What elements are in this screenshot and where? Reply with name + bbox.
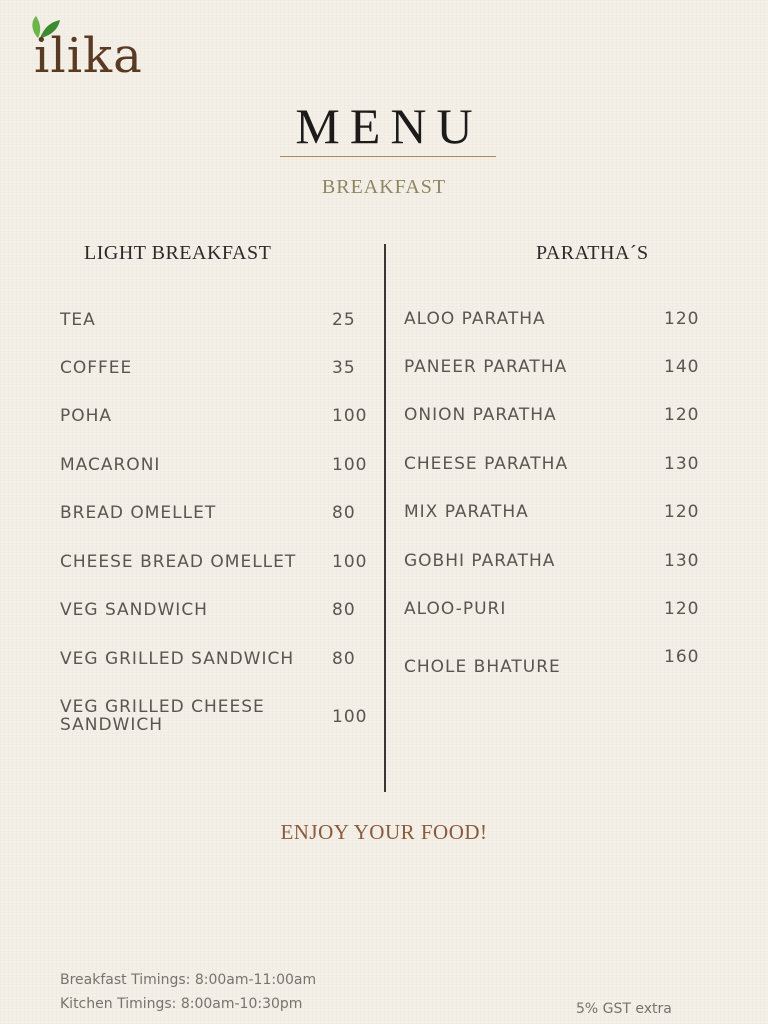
item-name: CHOLE BHATURE [404, 657, 561, 677]
item-name: POHA [60, 406, 113, 426]
item-name: MACARONI [60, 455, 161, 475]
gst-note: 5% GST extra [576, 1001, 672, 1017]
item-price: 120 [664, 405, 700, 425]
item-price: 130 [664, 551, 700, 571]
page-subtitle: BREAKFAST [321, 176, 447, 198]
item-name: CHEESE BREAD OMELLET [60, 552, 297, 572]
section-heading-parathas: PARATHA´S [536, 242, 649, 264]
item-price: 100 [332, 455, 368, 475]
breakfast-timings: Breakfast Timings: 8:00am-11:00am [60, 972, 317, 988]
item-name: BREAD OMELLET [60, 503, 217, 523]
title-divider [280, 156, 496, 157]
item-price: 120 [664, 599, 700, 619]
item-name-line-2: SANDWICH [60, 715, 164, 735]
item-price: 120 [664, 309, 700, 329]
item-price: 80 [332, 503, 356, 523]
item-price: 80 [332, 600, 356, 620]
column-divider [384, 244, 386, 792]
item-price: 120 [664, 502, 700, 522]
item-price: 140 [664, 357, 700, 377]
item-price: 80 [332, 649, 356, 669]
item-name: VEG GRILLED SANDWICH [60, 649, 295, 669]
page-title: MENU [295, 98, 483, 154]
item-name: GOBHI PARATHA [404, 551, 556, 571]
item-price: 35 [332, 358, 356, 378]
item-price: 100 [332, 552, 368, 572]
item-price: 160 [664, 647, 700, 667]
item-name: CHEESE PARATHA [404, 454, 569, 474]
section-heading-light-breakfast: LIGHT BREAKFAST [84, 242, 272, 264]
item-name: TEA [60, 310, 96, 330]
item-price: 100 [332, 406, 368, 426]
item-name: MIX PARATHA [404, 502, 529, 522]
item-price: 25 [332, 310, 356, 330]
item-name: PANEER PARATHA [404, 357, 568, 377]
item-name: ALOO-PURI [404, 599, 507, 619]
enjoy-message: ENJOY YOUR FOOD! [280, 820, 488, 844]
item-price: 100 [332, 707, 368, 727]
item-name: COFFEE [60, 358, 133, 378]
item-name-line-1: VEG GRILLED CHEESE [60, 697, 265, 717]
kitchen-timings: Kitchen Timings: 8:00am-10:30pm [60, 996, 303, 1012]
brand-name: ilika [34, 28, 143, 84]
item-price: 130 [664, 454, 700, 474]
item-name: ONION PARATHA [404, 405, 557, 425]
item-name: VEG SANDWICH [60, 600, 208, 620]
brand-logo [30, 14, 160, 84]
item-name: ALOO PARATHA [404, 309, 546, 329]
